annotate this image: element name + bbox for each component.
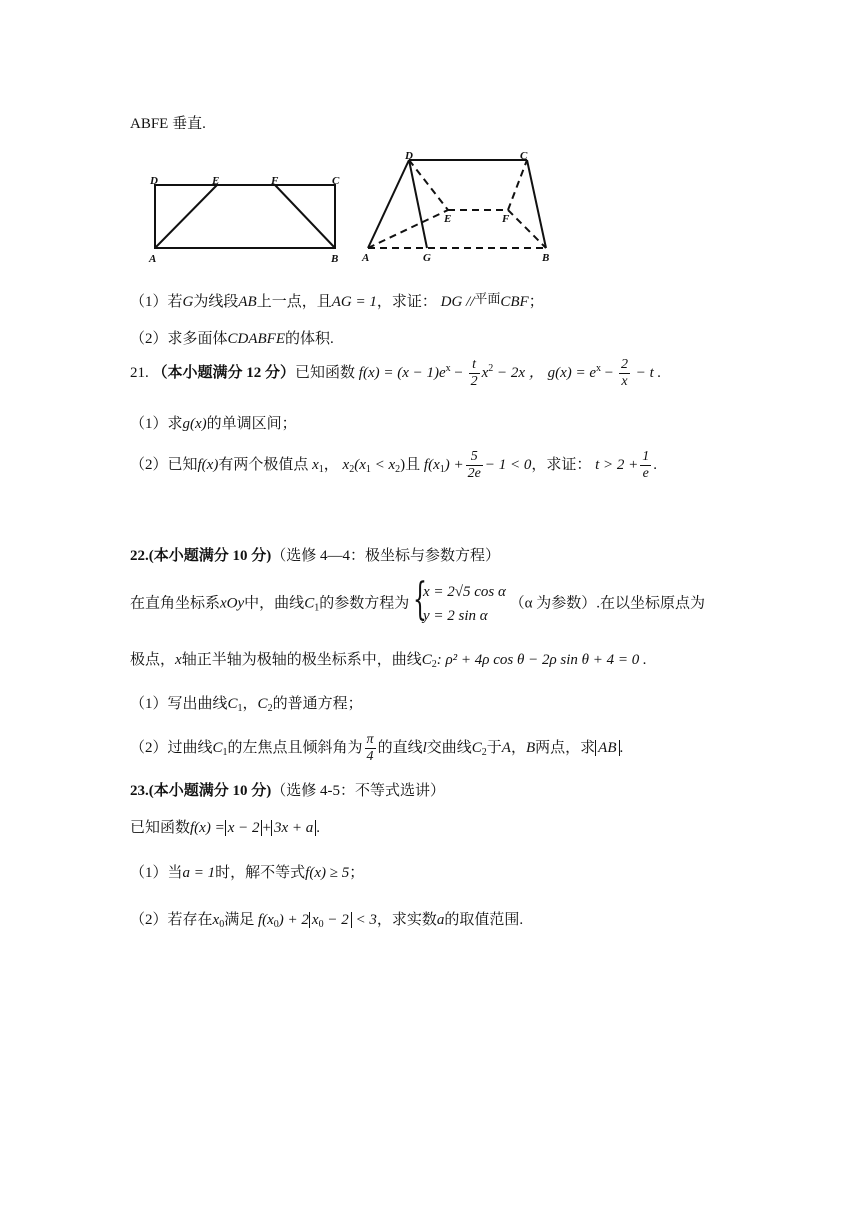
continuation-text: ABFE 垂直. (130, 116, 206, 132)
label-E: E (212, 175, 220, 187)
label-F: F (271, 175, 279, 187)
q22-statement-a: 在直角坐标系xOy中，曲线$C_1$的参数方程为 { x = 2√5 cos α y = 2 sin α （α 为参数）.在以坐标原点为 (130, 580, 705, 628)
parametric-system: { x = 2√5 cos α y = 2 sin α (412, 574, 506, 625)
q22-heading: 22.(本小题满分 10 分)（选修 4—4：极坐标与参数方程） (130, 548, 501, 564)
label-G: G (423, 252, 431, 264)
q21-part1: （1）求g(x)的单调区间； (130, 416, 297, 432)
q21-part2: （2）已知f(x)有两个极值点 $x_1$， $x_2(x_1 < x_2)$且 $f(x_1)$ + $\frac{5}{2e}$ − 1 < 0，求证： t > 2 + $\frac{1}{e}$ . (130, 449, 658, 481)
label-E: E (444, 213, 452, 225)
q22-part2: （2）过曲线$C_1$的左焦点且倾斜角为 $\frac{\pi}{4}$ 的直线l交曲线$C_2$于A，B两点，求 AB . (130, 732, 624, 764)
label-F: F (502, 213, 510, 225)
label-B: B (542, 252, 550, 264)
edge-CB (527, 160, 546, 248)
edge-DA (368, 160, 409, 248)
q22-statement-b: 极点，x轴正半轴为极轴的极坐标系中，曲线$C_2$: ρ² + 4ρ cos θ − 2ρ sin θ + 4 = 0 . (130, 652, 647, 670)
edge-AE (368, 210, 448, 248)
rectangle-outline (155, 185, 335, 248)
label-A: A (362, 252, 370, 264)
line-AE (155, 185, 217, 248)
q21-statement: 21. （本小题满分 12 分）已知函数 $f(x) = (x - 1)e^x$ − $\frac{t}{2}$ $x^2 - 2x$ ， $g(x) = e^x$ − $\frac{2}{x}$ − t . (130, 357, 662, 389)
label-C: C (520, 150, 528, 162)
label-C: C (332, 175, 340, 187)
label-D: D (150, 175, 158, 187)
q20-part2: （2）求多面体CDABFE的体积. (130, 331, 334, 347)
q23-statement: 已知函数f(x) = x − 2 + 3x + a . (130, 820, 320, 836)
q23-part2: （2）若存在$x_0$满足 $f(x_0) + 2$ $x_0 - 2 < 3$，求实数a的取值范围. (130, 912, 524, 930)
edge-FB (508, 210, 546, 248)
label-B: B (331, 253, 339, 265)
label-A: A (149, 253, 157, 265)
line-FB (275, 185, 335, 248)
label-D: D (405, 150, 413, 162)
edge-DG (409, 160, 427, 248)
q20-part1: （1）若G为线段AB上一点，且AG = 1，求证： DG //平面CBF； (130, 291, 544, 310)
q22-part1: （1）写出曲线$C_1$，$C_2$的普通方程； (130, 696, 363, 714)
edge-FC (508, 160, 527, 210)
q23-part1: （1）当a = 1时，解不等式f(x) ≥ 5； (130, 865, 365, 881)
figure-polyhedron (360, 148, 565, 266)
figure-rectangle (145, 170, 355, 265)
q23-heading: 23.(本小题满分 10 分)（选修 4-5：不等式选讲） (130, 783, 445, 799)
